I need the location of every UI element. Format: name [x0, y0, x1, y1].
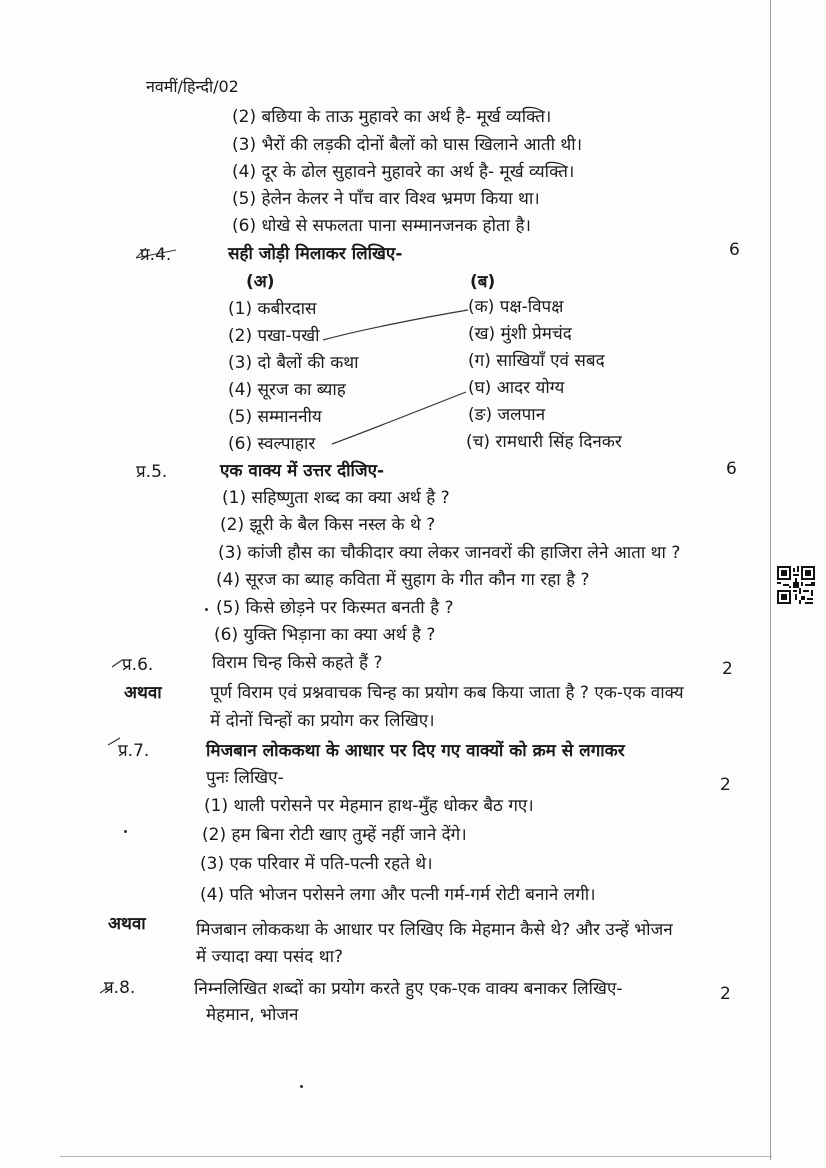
match-left-item: (6) स्वल्पाहार	[228, 434, 316, 454]
question-marks: 2	[722, 659, 733, 679]
list-item: (6) धोखे से सफलता पाना सम्मानजनक होता है।	[232, 216, 531, 236]
list-item: (5) किसे छोड़ने पर किस्मत बनती है ?	[216, 598, 454, 618]
stray-dot	[124, 830, 127, 833]
list-item: (1) थाली परोसने पर मेहमान हाथ-मुँह धोकर बैठ गए।	[204, 796, 534, 816]
match-right-item: (घ) आदर योग्य	[468, 378, 565, 398]
question-text: पूर्ण विराम एवं प्रश्नवाचक चिन्ह का प्रयोग कब किया जाता है ? एक-एक वाक्य	[210, 683, 684, 703]
question-text: में दोनों चिन्हों का प्रयोग कर लिखिए।	[210, 711, 435, 731]
question-marks: 2	[720, 984, 731, 1004]
list-item: (3) भैरों की लड़की दोनों बैलों को घास खिलाने आती थी।	[232, 135, 583, 155]
list-item: (1) सहिष्णुता शब्द का क्या अर्थ है ?	[222, 488, 450, 508]
question-text: पुनः लिखिए-	[206, 768, 284, 788]
question-number: प्र.8.	[104, 978, 136, 998]
or-label: अथवा	[108, 914, 146, 934]
match-left-item: (1) कबीरदास	[228, 299, 317, 319]
match-right-item: (च) रामधारी सिंह दिनकर	[466, 432, 622, 452]
match-left-item: (5) सम्माननीय	[228, 407, 322, 427]
question-text: निम्नलिखित शब्दों का प्रयोग करते हुए एक-एक वाक्य बनाकर लिखिए-	[194, 979, 623, 999]
question-marks: 2	[720, 775, 731, 795]
question-text: सही जोड़ी मिलाकर लिखिए-	[228, 244, 403, 264]
question-number: प्र.5.	[136, 462, 168, 482]
list-item: (4) पति भोजन परोसने लगा और पत्नी गर्म-गर्म रोटी बनाने लगी।	[200, 885, 596, 905]
page-edge-bottom	[60, 1156, 772, 1157]
word-list: मेहमान, भोजन	[206, 1005, 299, 1025]
list-item: (6) युक्ति भिड़ाना का क्या अर्थ है ?	[214, 625, 436, 645]
match-right-item: (ख) मुंशी प्रेमचंद	[468, 324, 572, 344]
question-text: मिजबान लोककथा के आधार पर दिए गए वाक्यों को क्रम से लगाकर	[206, 741, 625, 761]
qr-code-icon	[777, 566, 815, 604]
question-text: मिजबान लोककथा के आधार पर लिखिए कि मेहमान कैसे थे? और उन्हें भोजन	[196, 920, 673, 940]
list-item: (3) कांजी हौस का चौकीदार क्या लेकर जानवरों की हाजिरा लेने आता था ?	[218, 543, 681, 563]
question-text: एक वाक्य में उत्तर दीजिए-	[220, 461, 385, 481]
question-number: प्र.6.	[122, 655, 154, 675]
match-left-item: (3) दो बैलों की कथा	[228, 353, 359, 373]
list-item: (2) झूरी के बैल किस नस्ल के थे ?	[220, 515, 436, 535]
page-header: नवमीं/हिन्दी/02	[146, 77, 239, 96]
stray-dot	[205, 608, 208, 611]
match-right-item: (ङ) जलपान	[468, 405, 546, 425]
column-b-heading: (ब)	[470, 272, 496, 292]
match-left-item: (2) पखा-पखी	[228, 326, 320, 346]
list-item: (2) हम बिना रोटी खाए तुम्हें नहीं जाने देंगे।	[202, 825, 467, 845]
or-label: अथवा	[124, 683, 162, 703]
page-edge-right	[770, 0, 771, 1160]
match-right-item: (ग) साखियाँ एवं सबद	[468, 351, 605, 371]
column-a-heading: (अ)	[246, 272, 275, 292]
question-text: में ज्यादा क्या पसंद था?	[196, 947, 344, 967]
question-text: विराम चिन्ह किसे कहते हैं ?	[212, 653, 383, 673]
list-item: (5) हेलेन केलर ने पाँच वार विश्व भ्रमण किया था।	[232, 189, 540, 209]
list-item: (4) दूर के ढोल सुहावने मुहावरे का अर्थ है- मूर्ख व्यक्ति।	[232, 162, 575, 182]
question-number: प्र.4.	[140, 245, 172, 265]
match-right-item: (क) पक्ष-विपक्ष	[468, 297, 564, 317]
list-item: (2) बछिया के ताऊ मुहावरे का अर्थ है- मूर्ख व्यक्ति।	[232, 107, 552, 127]
question-marks: 6	[729, 240, 740, 260]
question-number: प्र.7.	[118, 741, 150, 761]
stray-dot	[300, 1085, 303, 1088]
list-item: (3) एक परिवार में पति-पत्नी रहते थे।	[200, 854, 433, 874]
match-left-item: (4) सूरज का ब्याह	[228, 380, 346, 400]
question-marks: 6	[726, 459, 737, 479]
list-item: (4) सूरज का ब्याह कविता में सुहाग के गीत कौन गा रहा है ?	[216, 570, 590, 590]
